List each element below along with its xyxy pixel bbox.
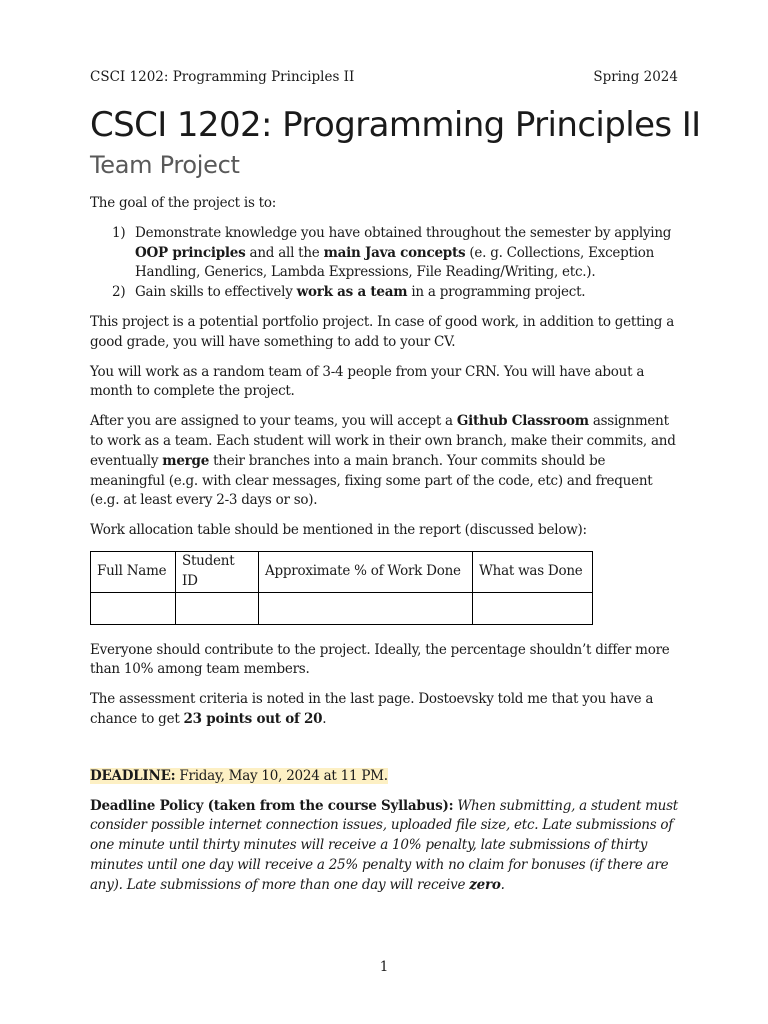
table-cell <box>91 592 176 624</box>
goal-text: and all the <box>245 244 324 261</box>
merge-bold: merge <box>162 452 210 469</box>
document-subtitle: Team Project <box>90 151 240 179</box>
goal-text: Gain skills to effectively <box>135 284 297 301</box>
running-header <box>90 68 678 86</box>
work-allocation-table <box>90 551 593 625</box>
portfolio-paragraph: This project is a potential portfolio project. In case of good work, in addition to getting a good grade, you will have something to add to your CV. <box>90 313 675 350</box>
goal-emphasis: work as a team <box>296 284 408 301</box>
deadline-highlight <box>90 768 388 784</box>
goal-number: 2) <box>112 284 126 301</box>
deadline-label: DEADLINE: <box>90 767 176 784</box>
deadline-policy <box>90 797 682 896</box>
table-intro: Work allocation table should be mentioned in the report (discussed below): <box>90 522 587 539</box>
header-term: Spring 2024 <box>593 69 678 85</box>
deadline-value: Friday, May 10, 2024 at 11 PM. <box>175 767 388 784</box>
github-text-1: After you are assigned to your teams, you will accept a <box>90 413 457 430</box>
table-cell <box>176 592 259 624</box>
goal-item <box>90 283 682 303</box>
goal-text: in a programming project. <box>407 284 586 301</box>
goal-emphasis: OOP principles <box>135 244 246 261</box>
policy-label: Deadline Policy (taken from the course Syllabus): <box>90 797 454 814</box>
deadline-line <box>90 767 682 787</box>
table-header-cell: Student ID <box>176 551 259 592</box>
goal-text: Demonstrate knowledge you have obtained throughout the semester by applying <box>135 224 672 241</box>
policy-end: . <box>500 876 505 893</box>
table-header-cell: What was Done <box>473 551 593 592</box>
table-header-cell: Full Name <box>91 551 176 592</box>
team-paragraph: You will work as a random team of 3-4 people from your CRN. You will have about a month to complete the project. <box>90 363 645 400</box>
policy-zero: zero <box>469 876 501 893</box>
github-text-3: their branches into a main branch. Your commits should be meaningful (e.g. with clear messages, fixing some part of the code, etc) and frequent (e.g. at least every 2-3 days or so). <box>90 452 653 509</box>
table-row <box>91 592 593 624</box>
table-header-row <box>91 551 593 592</box>
section-spacer <box>90 740 682 767</box>
header-course: CSCI 1202: Programming Principles II <box>90 69 355 85</box>
table-header-cell: Approximate % of Work Done <box>259 551 473 592</box>
github-paragraph <box>90 412 682 511</box>
policy-text: When submitting, a student must consider possible internet connection issues, uploaded file size, etc. Late submissions of one minute until thirty minutes will receive a 10% penalty, late submissions of thirty minutes until one day will receive a 25% penalty with no claim for bonuses (if there are any). Late submissions of more than one day will receive <box>90 797 678 893</box>
goals-list <box>90 224 682 303</box>
goal-intro: The goal of the project is to: <box>90 195 277 211</box>
goal-emphasis: main Java concepts <box>323 244 466 261</box>
github-text-2: assignment to work as a team. Each student will work in their own branch, make their commits, and eventually <box>90 413 676 469</box>
table-cell <box>473 592 593 624</box>
goal-item <box>90 224 682 283</box>
assessment-text-1: The assessment criteria is noted in the last page. Dostoevsky told me that you have a chance to get <box>90 691 654 727</box>
contribute-paragraph: Everyone should contribute to the project. Ideally, the percentage shouldn’t differ more than 10% among team members. <box>90 641 670 678</box>
goal-number: 1) <box>112 224 126 241</box>
document-title: CSCI 1202: Programming Principles II <box>90 105 701 145</box>
assessment-text-2: . <box>322 710 327 727</box>
github-classroom-bold: Github Classroom <box>456 413 589 430</box>
assessment-paragraph <box>90 690 682 730</box>
document-body <box>90 194 682 906</box>
page-number: 1 <box>379 959 389 975</box>
table-cell <box>259 592 473 624</box>
goal-text: (e. g. Collections, Exception Handling, Generics, Lambda Expressions, File Reading/Writing, etc.). <box>135 244 655 281</box>
points-bold: 23 points out of 20 <box>183 710 323 727</box>
